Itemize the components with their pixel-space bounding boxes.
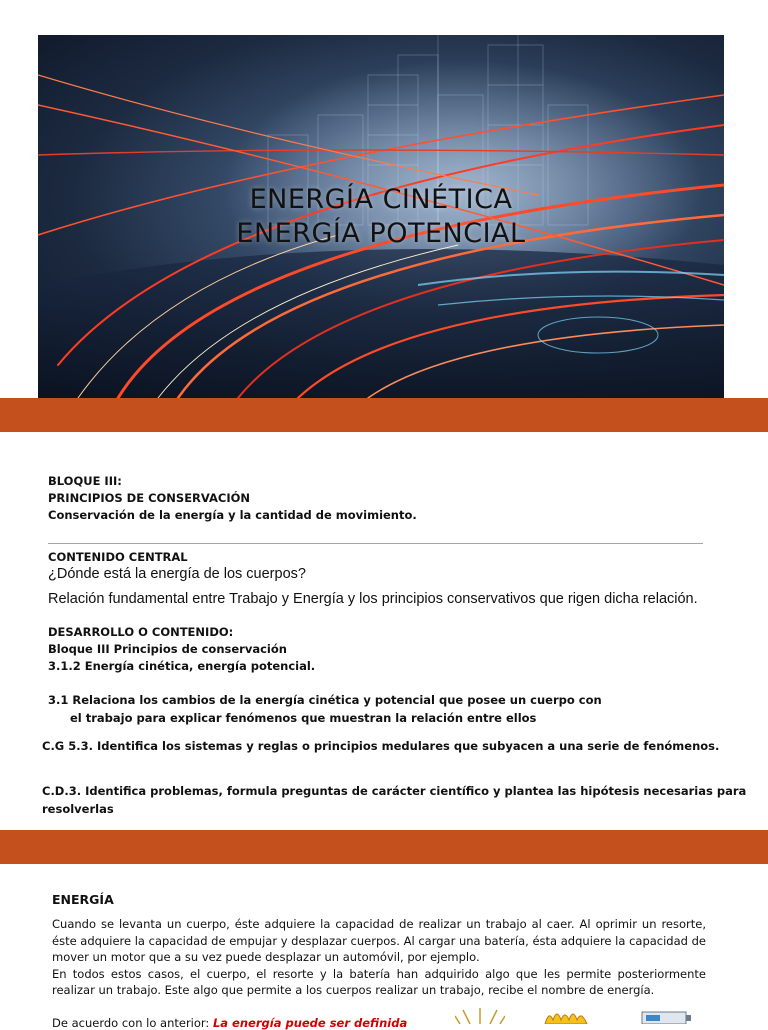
title-line-1: ENERGÍA CINÉTICA: [249, 184, 513, 215]
title-slide: [0, 0, 768, 432]
competencia-generica: C.G 5.3. Identifica los sistemas y reglas o principios medulares que subyacen a una serie de fenómenos.: [42, 739, 720, 753]
sun-icon: [455, 1006, 505, 1024]
item-3-1-2: 3.1.2 Energía cinética, energía potencial.: [48, 659, 316, 673]
item-3-1-line-1: 3.1 Relaciona los cambios de la energía cinética y potencial que posee un cuerpo con: [48, 693, 602, 707]
principios-label: PRINCIPIOS DE CONSERVACIÓN: [48, 491, 251, 505]
content-slide: [0, 432, 768, 836]
competencia-disciplinar-line-1: C.D.3. Identifica problemas, formula preguntas de carácter científico y plantea las hipótesis necesarias para: [42, 784, 747, 798]
cutoff-red-text: La energía puede ser definida: [212, 1016, 408, 1030]
divider-line: [48, 543, 703, 544]
cutoff-line: [52, 1016, 407, 1030]
contenido-central-label: CONTENIDO CENTRAL: [48, 550, 188, 564]
bloque-label: BLOQUE III:: [48, 474, 122, 488]
energia-paragraph: [52, 916, 706, 999]
paragraph-2: En todos estos casos, el cuerpo, el resorte y la batería han adquirido algo que les permite posteriormente realizar un trabajo. Este algo que permite a los cuerpos realizar un trabajo, recibe el nombre de energía.: [52, 966, 706, 997]
energia-heading: ENERGÍA: [52, 892, 114, 907]
conservacion-text: Conservación de la energía y la cantidad de movimiento.: [48, 508, 417, 522]
bloque-principios-text: Bloque III Principios de conservación: [48, 642, 287, 656]
title-line-2: ENERGÍA POTENCIAL: [236, 218, 526, 249]
flame-icon: [543, 1008, 589, 1024]
desarrollo-label: DESARROLLO O CONTENIDO:: [48, 625, 234, 639]
orange-band: [0, 398, 768, 432]
hero-image-light-trails: [38, 35, 724, 398]
item-3-1-line-2: el trabajo para explicar fenómenos que muestran la relación entre ellos: [70, 711, 537, 725]
energia-slide: [0, 864, 768, 1030]
battery-icon: [640, 1010, 692, 1024]
relacion-text: Relación fundamental entre Trabajo y Energía y los principios conservativos que rigen dicha relación.: [48, 591, 698, 607]
pregunta-text: ¿Dónde está la energía de los cuerpos?: [48, 566, 306, 582]
presentation-title: [38, 183, 724, 251]
cutoff-prefix: De acuerdo con lo anterior:: [52, 1016, 210, 1030]
orange-band-2: [0, 830, 768, 864]
competencia-disciplinar-line-2: resolverlas: [42, 802, 114, 816]
paragraph-1: Cuando se levanta un cuerpo, éste adquiere la capacidad de realizar un trabajo al caer. Al oprimir un resorte, éste adquiere la capacidad de empujar y desplazar cuerpos. Al cargar una batería, ésta adquiere la capacidad de mover un motor que a su vez puede desplazar un automóvil, por ejemplo.: [52, 917, 706, 964]
